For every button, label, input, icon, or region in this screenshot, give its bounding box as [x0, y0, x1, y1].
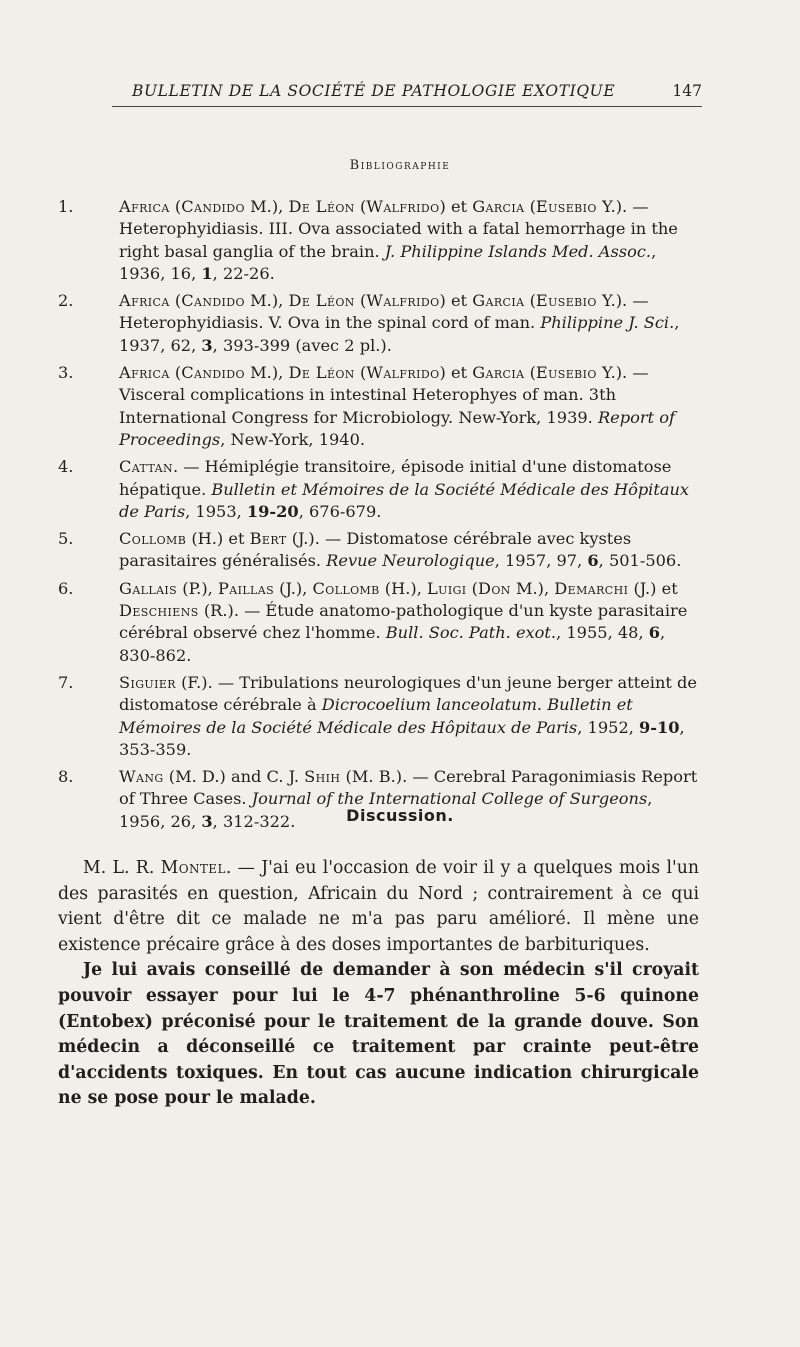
issue-number: 1 [201, 263, 213, 283]
citation-text: , 1956, 26, [119, 789, 653, 831]
species-name: Dicrocoelium lanceolatum [321, 695, 537, 715]
citation-text: , 501-506. [598, 551, 682, 571]
citation-text: . [536, 695, 548, 715]
author-name: Paillas [217, 578, 275, 598]
journal-title: Report of Proceedings [119, 407, 675, 449]
discussion-heading: Discussion. [346, 806, 454, 825]
citation-text: (F.). — Tribulations neurologiques d'un jeune berger atteint de distomatose cérébrale à [119, 672, 697, 715]
citation-text: , 1953, [185, 501, 247, 521]
bibliography-list [58, 196, 702, 838]
citation-text: (P.), [177, 578, 218, 598]
reference-number: 8. [58, 767, 74, 787]
citation-text: ) et [439, 197, 473, 216]
reference-item [58, 528, 702, 573]
reference-item [58, 456, 702, 523]
citation-text: , 393-399 (avec 2 pl.). [212, 335, 392, 355]
citation-text: (J.), [274, 578, 313, 598]
issue-number: 6 [648, 623, 661, 643]
discussion-paragraph [58, 856, 699, 958]
author-name: Bert [249, 529, 287, 549]
citation-text: , 1937, 62, [119, 313, 680, 355]
citation-text: ( [169, 197, 182, 216]
discussion-body [58, 856, 699, 1112]
citation-text: , 1957, 97, [494, 551, 588, 571]
journal-title: Bulletin et Mémoires de la Société Médicale des Hôpitaux de Paris [119, 695, 633, 737]
citation-text: , New-York, 1940. [220, 429, 366, 449]
author-name: De Léon [288, 291, 355, 311]
author-name: Garcia [472, 197, 525, 216]
journal-title: J. Philippine Islands Med. Assoc. [384, 241, 652, 261]
journal-title: Bulletin et Mémoires de la Société Médicale des Hôpitaux de Paris [119, 479, 690, 521]
citation-text: (J.) et [628, 578, 678, 598]
author-name: Cattan [119, 457, 173, 477]
author-name: Deschiens [119, 601, 199, 621]
author-name: Don [477, 578, 511, 598]
citation-text: ( [354, 291, 367, 311]
citation-text: (M. B.). — Cerebral Paragonimiasis Report of Three Cases. [119, 767, 698, 809]
reference-number: 3. [58, 363, 74, 383]
journal-title: Philippine J. Sci. [540, 313, 675, 333]
issue-number: 3 [201, 811, 213, 831]
author-name: Africa [119, 197, 170, 216]
running-header [112, 80, 702, 107]
citation-text: , 312-322. [212, 811, 296, 831]
author-name: Africa [119, 363, 170, 383]
reference-number: 2. [58, 291, 74, 311]
author-name: Candido [181, 197, 245, 216]
author-name: De Léon [288, 363, 355, 383]
author-name: Wang [119, 767, 164, 787]
author-name: Collomb [312, 578, 380, 598]
citation-text: ( [169, 363, 182, 383]
author-name: Luigi [427, 578, 467, 598]
discussion-paragraph: Je lui avais conseillé de demander à son médecin s'il croyait pouvoir essayer pour lui le 4-7 phénanthroline 5-6 quinone (Entobex) préconisé pour le traitement de la grande douve. Son médecin a déconseillé ce traitement par crainte peut-être d'accidents toxiques. En tout cas aucune indication chirurgicale ne se pose pour le malade. [58, 960, 699, 1109]
citation-text: (J.). — Distomatose cérébrale avec kystes parasitaires généralisés. [119, 529, 632, 571]
citation-text: (M. D.) and C. J. [163, 767, 305, 787]
author-name: Eusebio [535, 291, 597, 311]
author-name: Collomb [119, 529, 187, 549]
citation-text: (R.). — Étude anatomo-pathologique d'un kyste parasitaire cérébral observé chez l'homme. [119, 601, 688, 643]
paragraph-text: . — J'ai eu l'occasion de voir il y a quelques mois l'un des parasités en question, Africain du Nord ; contrairement à ce qui vient d'être dit ce malade ne m'a pas paru amélioré. Il mène une existence précaire grâce à des doses importantes de barbituriques. [58, 858, 699, 955]
reference-item [58, 196, 702, 285]
citation-text: , 22-26. [212, 263, 275, 283]
reference-item [58, 290, 702, 357]
author-name: Walfrido [366, 291, 440, 311]
reference-number: 1. [58, 197, 74, 216]
citation-text: Y.). — Heterophyidiasis. V. Ova in the spinal cord of man. [119, 291, 649, 333]
author-name: Candido [181, 291, 245, 311]
citation-text: ( [354, 197, 367, 216]
citation-text: Y.). — Heterophyidiasis. III. Ova associated with a fatal hemorrhage in the right basal ganglia of the brain. [119, 197, 678, 261]
reference-number: 7. [58, 672, 74, 692]
citation-text: (H.) et [186, 529, 250, 549]
speaker-initials: M. L. R. [83, 858, 161, 878]
citation-text: M.), [244, 291, 289, 311]
citation-text: ( [354, 363, 367, 383]
reference-item [58, 362, 702, 451]
author-name: Eusebio [535, 363, 597, 383]
citation-text: ( [524, 197, 536, 216]
citation-text: ) et [439, 291, 473, 311]
citation-text: M.), [244, 363, 289, 383]
speaker-name: Montel [160, 858, 226, 878]
citation-text: M.), [510, 578, 555, 598]
citation-text: ( [169, 291, 182, 311]
reference-number: 4. [58, 457, 74, 477]
author-name: Africa [119, 291, 170, 311]
citation-text: ( [524, 291, 536, 311]
issue-number: 9-10 [639, 717, 680, 737]
bibliography-heading: Bibliographie [349, 158, 451, 173]
author-name: Garcia [472, 363, 525, 383]
citation-text: , 1955, 48, [556, 623, 649, 643]
author-name: De Léon [288, 197, 355, 216]
citation-text: ( [524, 363, 536, 383]
issue-number: 19-20 [246, 501, 299, 521]
citation-text: Y.). — Visceral complications in intestinal Heterophyes of man. 3th International Congress for Microbiology. New-York, 1939. [119, 363, 649, 427]
issue-number: 3 [201, 335, 213, 355]
author-name: Garcia [472, 291, 525, 311]
citation-text: , 353-359. [119, 717, 685, 759]
author-name: Demarchi [554, 578, 629, 598]
reference-item [58, 578, 702, 667]
citation-text: ) et [439, 363, 473, 383]
author-name: Siguier [119, 672, 176, 692]
reference-item [58, 672, 702, 761]
citation-text: (H.), [379, 578, 427, 598]
author-name: Shih [304, 767, 341, 787]
author-name: Walfrido [366, 363, 440, 383]
page-number: 147 [672, 82, 702, 100]
author-name: Eusebio [535, 197, 597, 216]
journal-running-title: BULLETIN DE LA SOCIÉTÉ DE PATHOLOGIE EXOTIQUE [132, 82, 616, 100]
citation-text: , 676-679. [298, 501, 382, 521]
reference-number: 5. [58, 529, 74, 549]
citation-text: , 1952, [577, 717, 640, 737]
author-name: Candido [181, 363, 245, 383]
reference-number: 6. [58, 578, 74, 598]
citation-text: M.), [244, 197, 289, 216]
issue-number: 6 [587, 551, 599, 571]
citation-text: . — Hémiplégie transitoire, épisode initial d'une distomatose hépatique. [119, 457, 672, 499]
citation-text: ( [466, 578, 478, 598]
author-name: Walfrido [366, 197, 440, 216]
journal-title: Revue Neurologique [326, 551, 495, 571]
journal-title: Journal of the International College of Surgeons [251, 789, 648, 809]
journal-title: Bull. Soc. Path. exot. [385, 623, 557, 643]
author-name: Gallais [119, 578, 178, 598]
citation-text: , 1936, 16, [119, 241, 657, 283]
citation-text: , 830-862. [119, 623, 666, 665]
